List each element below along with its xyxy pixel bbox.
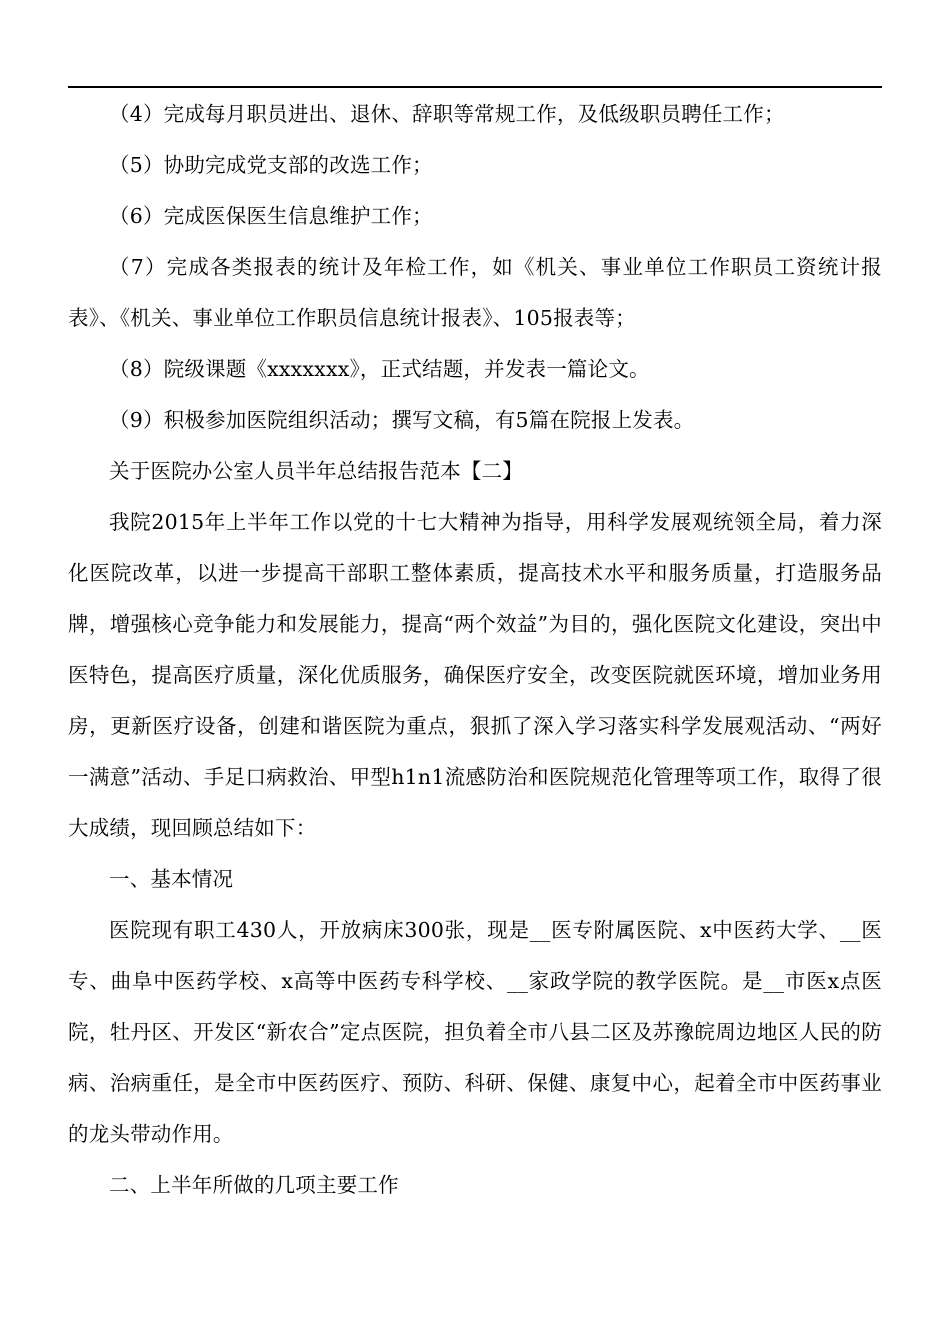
heading-main-work: 二、上半年所做的几项主要工作 bbox=[109, 1173, 399, 1197]
heading-basic-situation: 一、基本情况 bbox=[109, 867, 234, 891]
document-body bbox=[68, 89, 882, 1211]
list-item-7: （7）完成各类报表的统计及年检工作，如《机关、事业单位工作职员工资统计报表》、《机关、事业单位工作职员信息统计报表》、105报表等； bbox=[68, 255, 882, 330]
list-item-8: （8）院级课题《xxxxxxx》，正式结题，并发表一篇论文。 bbox=[109, 357, 650, 381]
basic-situation-paragraph: 医院现有职工430人，开放病床300张，现是__医专附属医院、x中医药大学、__医专、曲阜中医药学校、x高等中医药专科学校、__家政学院的教学医院。是__市医x点医院，牡丹区、开发区“新农合”定点医院，担负着全市八县二区及苏豫皖周边地区人民的防病、治病重任，是全市中医药医疗、预防、科研、保健、康复中心，起着全市中医药事业的龙头带动作用。 bbox=[68, 918, 882, 1146]
list-item-6: （6）完成医保医生信息维护工作； bbox=[109, 204, 433, 228]
intro-paragraph: 我院2015年上半年工作以党的十七大精神为指导，用科学发展观统领全局，着力深化医院改革，以进一步提高干部职工整体素质，提高技术水平和服务质量，打造服务品牌，增强核心竞争能力和发展能力，提高“两个效益”为目的，强化医院文化建设，突出中医特色，提高医疗质量，深化优质服务，确保医疗安全，改变医院就医环境，增加业务用房，更新医疗设备，创建和谐医院为重点，狠抓了深入学习落实科学发展观活动、“两好一满意”活动、手足口病救治、甲型h1n1流感防治和医院规范化管理等项工作，取得了很大成绩，现回顾总结如下： bbox=[68, 510, 882, 840]
list-item-5: （5）协助完成党支部的改选工作； bbox=[109, 153, 433, 177]
section-title: 关于医院办公室人员半年总结报告范本【二】 bbox=[109, 459, 523, 483]
header-rule bbox=[68, 86, 882, 88]
list-item-9: （9）积极参加医院组织活动；撰写文稿，有5篇在院报上发表。 bbox=[109, 408, 695, 432]
list-item-4: （4）完成每月职员进出、退休、辞职等常规工作，及低级职员聘任工作； bbox=[109, 102, 785, 126]
